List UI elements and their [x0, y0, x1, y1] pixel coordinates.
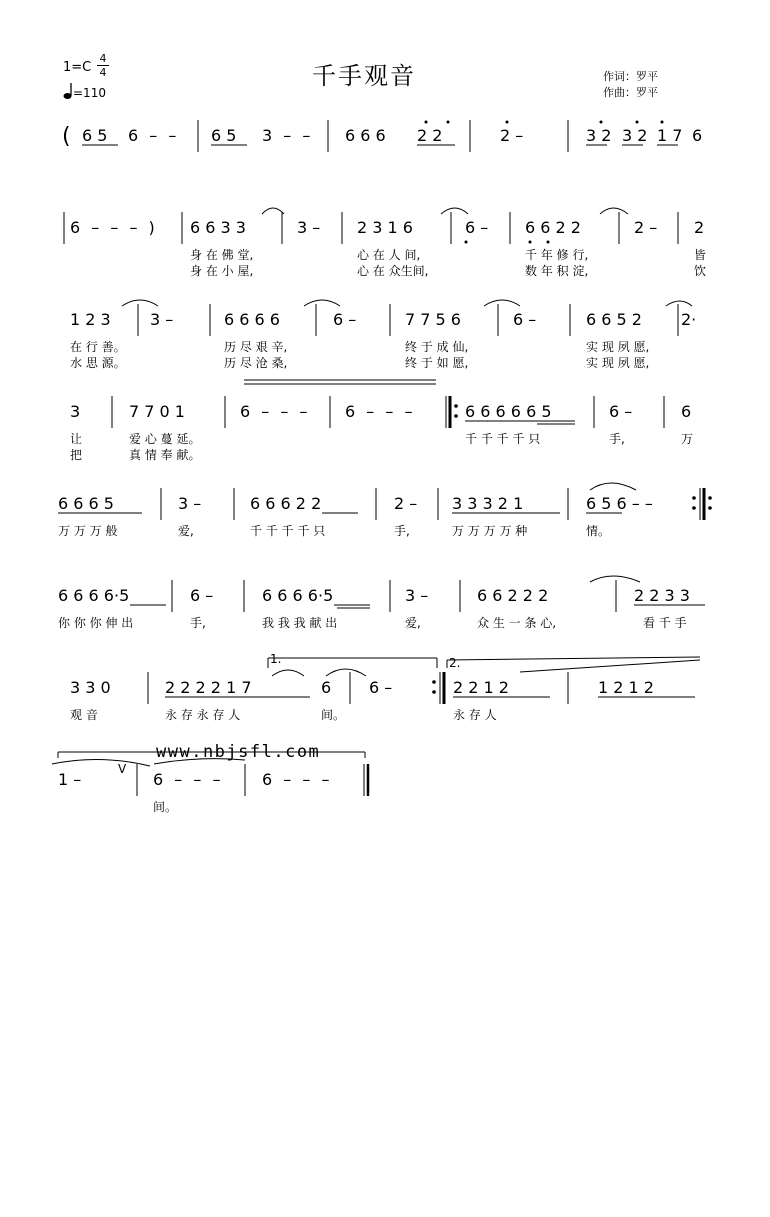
notes: 6 6 6 6: [224, 310, 280, 329]
lyrics: 让: [70, 432, 83, 446]
lyrics: 终 于 成 仙,: [405, 340, 469, 354]
notes: 7 7 0 1: [129, 402, 185, 421]
lyrics: 身 在 佛 堂,: [190, 248, 254, 262]
notes: 6 6 6: [345, 126, 386, 145]
notes: 6 6 6 2 2: [250, 494, 322, 513]
lyrics: 实 现 夙 愿,: [586, 340, 650, 354]
notes: 6 –: [190, 586, 214, 605]
lyrics: 万: [681, 432, 694, 446]
notes: 6 –: [369, 678, 393, 697]
lyrics: 观 音: [70, 708, 98, 722]
notes: 6 6 3 3: [190, 218, 246, 237]
lyrics: 心 在 众生间,: [357, 264, 429, 278]
notes: 6 – – –: [345, 402, 416, 421]
notes: 2 3 1 6: [357, 218, 413, 237]
notes: 3 –: [405, 586, 429, 605]
notes: 6 – – – ): [70, 218, 158, 237]
notes: 6 5: [82, 126, 108, 145]
lyrics: 千 年 修 行,: [525, 248, 589, 262]
lyrics: 历 尽 艰 辛,: [224, 340, 288, 354]
notes: 6 6 6 6·5: [58, 586, 130, 605]
notes: 1 –: [58, 770, 82, 789]
notes: 3 –: [297, 218, 321, 237]
notes: 6 6 6 5: [58, 494, 114, 513]
notes: 3 –: [150, 310, 174, 329]
notes: 3 –: [178, 494, 202, 513]
notes: 2: [694, 218, 705, 237]
notes: 6 – – –: [262, 770, 333, 789]
notes: 3 2: [586, 126, 612, 145]
notes: 7 7 5 6: [405, 310, 461, 329]
notes: 2 2 3 3: [634, 586, 690, 605]
notes: 6 6 2 2 2: [477, 586, 549, 605]
lyrics: 万 万 万 万 种: [452, 524, 528, 538]
lyrics: 历 尽 沧 桑,: [224, 356, 288, 370]
notes: 6: [681, 402, 692, 421]
notes: 6 6 2 2: [525, 218, 581, 237]
lyrics: 永 存 永 存 人: [165, 708, 241, 722]
lyrics: 永 存 人: [453, 708, 497, 722]
lyrics: 看 千 手: [643, 616, 687, 630]
lyrics: 手,: [609, 432, 625, 446]
notes: 6 – – –: [240, 402, 311, 421]
composer: 作曲：罗平: [603, 86, 658, 99]
notes: 2·: [681, 310, 697, 329]
notes: 2 –: [634, 218, 658, 237]
notes: 1 2 3: [70, 310, 111, 329]
notes-paren: (: [62, 124, 71, 149]
breath-mark: V: [118, 762, 127, 776]
notes: 6 6 6 6·5: [262, 586, 334, 605]
notes: 6 6 6 6 6 5: [465, 402, 552, 421]
lyrics: 千 千 千 千 只: [250, 524, 326, 538]
notes: 1 2 1 2: [598, 678, 654, 697]
volta-1: 1.: [270, 652, 282, 666]
notes: 6: [321, 678, 332, 697]
notes: 6 6 5 2: [586, 310, 642, 329]
key-signature: 1=C: [63, 60, 92, 75]
notes: 2 2 2 2 1 7: [165, 678, 252, 697]
lyrics: 皆: [694, 248, 707, 262]
lyrics: 真 情 奉 献。: [129, 448, 201, 462]
notes: 6: [692, 126, 703, 145]
lyrics: 你 你 你 伸 出: [58, 616, 134, 630]
notes: 3 3 3 2 1: [452, 494, 524, 513]
lyrics: 间。: [321, 708, 346, 722]
notes: 2 –: [394, 494, 418, 513]
volta-2: 2.: [449, 656, 461, 670]
notes: 3: [70, 402, 81, 421]
notes: 3 2: [622, 126, 648, 145]
lyrics: 终 于 如 愿,: [405, 356, 469, 370]
lyrics: 我 我 我 献 出: [262, 616, 338, 630]
lyrics: 间。: [153, 800, 178, 814]
notes: 3 – –: [262, 126, 314, 145]
lyrics: 爱 心 蔓 延。: [129, 432, 201, 446]
lyrics: 众 生 一 条 心,: [477, 616, 557, 630]
lyrics: 身 在 小 屋,: [190, 264, 254, 278]
lyrics: 万 万 万 般: [58, 524, 118, 538]
notes: 3 3 0: [70, 678, 111, 697]
notes: 6 –: [513, 310, 537, 329]
lyrics: 千 千 千 千 只: [465, 432, 541, 446]
notes: 6 –: [609, 402, 633, 421]
lyrics: 水 思 源。: [70, 356, 126, 370]
notes: 1 7: [657, 126, 683, 145]
lyrics: 饮: [694, 264, 707, 278]
lyrics: 手,: [190, 616, 206, 630]
time-sig-top: 4: [99, 52, 107, 65]
lyrics: 爱,: [178, 524, 194, 538]
notes: 6 – –: [128, 126, 180, 145]
tempo: =110: [73, 86, 106, 100]
notes: 6 –: [465, 218, 489, 237]
lyrics: 在 行 善。: [70, 340, 126, 354]
lyrics: 数 年 积 淀,: [525, 264, 589, 278]
notes: 6 – – –: [153, 770, 224, 789]
notes: 2 2 1 2: [453, 678, 509, 697]
lyrics: 手,: [394, 524, 410, 538]
notes: 6 –: [333, 310, 357, 329]
time-sig-bottom: 4: [99, 66, 107, 79]
lyrics: 实 现 夙 愿,: [586, 356, 650, 370]
lyrics: 把: [70, 448, 83, 462]
notes: 2 2: [417, 126, 443, 145]
watermark: www.nbjsfl.com: [156, 742, 321, 762]
notes: 2 –: [500, 126, 524, 145]
lyrics: 爱,: [405, 616, 421, 630]
notes: 6 5: [211, 126, 237, 145]
page-title: 千手观音: [312, 62, 416, 90]
lyrics: 情。: [586, 524, 611, 538]
lyricist: 作词：罗平: [603, 70, 658, 83]
lyrics: 心 在 人 间,: [357, 248, 421, 262]
notes: 6 5 6 – –: [586, 494, 653, 513]
